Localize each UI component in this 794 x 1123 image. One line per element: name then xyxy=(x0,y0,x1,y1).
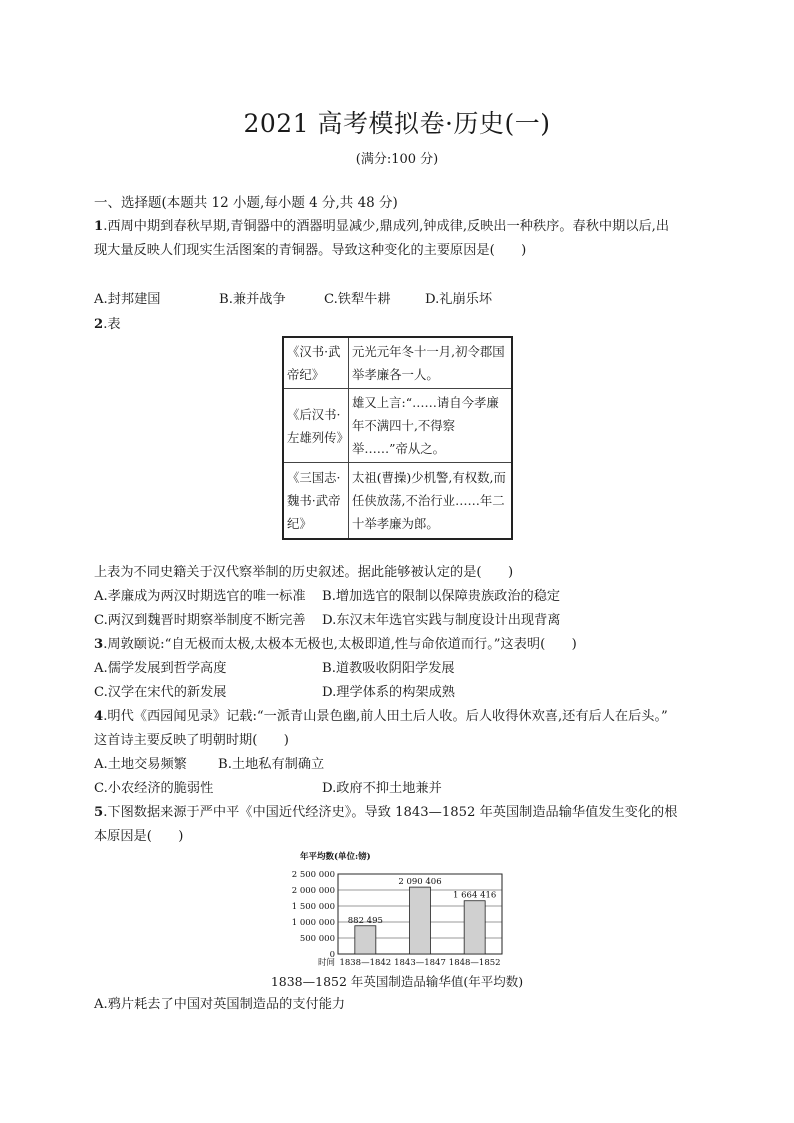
q3-line1 xyxy=(94,636,577,654)
chart-x-tick-label: 1838—1842 xyxy=(339,958,392,968)
q5-option-a[interactable]: A.鸦片耗去了中国对英国制造品的支付能力 xyxy=(94,997,346,1012)
export-bar-chart xyxy=(270,850,530,970)
q4-option-d[interactable]: D.政府不抑土地兼并 xyxy=(322,781,442,796)
chart-bar xyxy=(464,901,485,954)
q1-line1 xyxy=(94,218,669,236)
q2-option-b[interactable]: B.增加选官的限制以保障贵族政治的稳定 xyxy=(322,589,561,604)
q2-number: 2 xyxy=(94,317,104,332)
history-sources-table xyxy=(282,336,513,540)
q1-line2: 现大量反映人们现实生活图案的青铜器。导致这种变化的主要原因是( ) xyxy=(94,243,527,258)
chart-data-label: 882 495 xyxy=(347,915,383,926)
chart-bar xyxy=(355,926,376,954)
chart-y-tick-label: 1 000 000 xyxy=(291,918,335,928)
table-row xyxy=(283,463,512,539)
q4-line1 xyxy=(94,708,668,726)
chart-y-tick-label: 1 500 000 xyxy=(291,902,335,912)
chart-y-axis-label: 年平均数(单位:镑) xyxy=(300,852,371,862)
q2-option-a[interactable]: A.孝廉成为两汉时期选官的唯一标准 xyxy=(94,589,306,604)
chart-bar xyxy=(410,887,431,954)
q5-number: 5 xyxy=(94,805,104,820)
chart-data-label: 1 664 416 xyxy=(453,890,497,901)
chart-y-tick-label: 500 000 xyxy=(299,934,335,944)
table-row xyxy=(283,337,512,389)
q1-text1: .西周中期到春秋早期,青铜器中的酒器明显减少,鼎成列,钟成律,反映出一种秩序。春秋中期以后,出 xyxy=(103,219,670,234)
score-note: (满分:100 分) xyxy=(355,152,439,167)
q5-line2: 本原因是( ) xyxy=(94,829,184,844)
q3-option-c[interactable]: C.汉学在宋代的新发展 xyxy=(94,685,227,700)
q4-text1: .明代《西园闻见录》记载:“一派青山景色幽,前人田土后人收。后人收得休欢喜,还有后人在后头。” xyxy=(103,709,668,724)
q3-option-b[interactable]: B.道教吸收阴阳学发展 xyxy=(322,661,455,676)
q4-line2: 这首诗主要反映了明朝时期( ) xyxy=(94,733,289,748)
q5-line1 xyxy=(94,804,677,822)
chart-x-tick-label: 1848—1852 xyxy=(448,958,501,968)
chart-data-label: 2 090 406 xyxy=(398,877,442,888)
q3-option-d[interactable]: D.理学体系的构架成熟 xyxy=(322,685,455,700)
chart-y-tick-label: 0 xyxy=(329,950,335,960)
table-cell-text: 太祖(曹操)少机警,有权数,而任侠放荡,不治行业……年二十举孝廉为郎。 xyxy=(349,463,513,539)
q2-stem: 上表为不同史籍关于汉代察举制的历史叙述。据此能够被认定的是( ) xyxy=(94,565,514,580)
q5-text1: .下图数据来源于严中平《中国近代经济史》。导致 1843—1852 年英国制造品输华值发生变化的根 xyxy=(103,805,678,820)
q1-number: 1 xyxy=(94,219,104,234)
chart-x-axis-label: 时间 xyxy=(317,958,335,968)
q1-option-a[interactable]: A.封邦建国 xyxy=(94,292,161,307)
q2-option-c[interactable]: C.两汉到魏晋时期察举制度不断完善 xyxy=(94,613,306,628)
page-title: 2021 高考模拟卷·历史(一) xyxy=(243,109,551,138)
q2-line1 xyxy=(94,316,121,334)
q4-number: 4 xyxy=(94,709,104,724)
chart-y-tick-label: 2 000 000 xyxy=(291,886,335,896)
table-cell-source: 《后汉书·左雄列传》 xyxy=(283,389,349,463)
q3-number: 3 xyxy=(94,637,104,652)
table-cell-text: 元光元年冬十一月,初令郡国举孝廉各一人。 xyxy=(349,337,513,389)
table-cell-text: 雄又上言:“……请自今孝廉年不满四十,不得察举……”帝从之。 xyxy=(349,389,513,463)
chart-x-tick-label: 1843—1847 xyxy=(394,958,446,968)
chart-y-tick-label: 2 500 000 xyxy=(291,870,335,880)
q4-option-a[interactable]: A.土地交易频繁 xyxy=(94,757,187,772)
q2-label: .表 xyxy=(103,317,121,332)
q3-option-a[interactable]: A.儒学发展到哲学高度 xyxy=(94,661,227,676)
table-cell-source: 《三国志·魏书·武帝纪》 xyxy=(283,463,349,539)
table-row xyxy=(283,389,512,463)
q1-option-d[interactable]: D.礼崩乐坏 xyxy=(425,292,493,307)
q3-text1: .周敦颐说:“自无极而太极,太极本无极也,太极即道,性与命依道而行。”这表明( ) xyxy=(103,637,577,652)
table-cell-source: 《汉书·武帝纪》 xyxy=(283,337,349,389)
q2-option-d[interactable]: D.东汉末年选官实践与制度设计出现背离 xyxy=(322,613,561,628)
q1-option-b[interactable]: B.兼并战争 xyxy=(219,292,286,307)
section-title: 一、选择题(本题共 12 小题,每小题 4 分,共 48 分) xyxy=(94,195,398,211)
chart-caption: 1838—1852 年英国制造品输华值(年平均数) xyxy=(270,974,524,989)
q4-option-c[interactable]: C.小农经济的脆弱性 xyxy=(94,781,214,796)
q1-option-c[interactable]: C.铁犁牛耕 xyxy=(324,292,391,307)
q4-option-b[interactable]: B.土地私有制确立 xyxy=(218,757,325,772)
